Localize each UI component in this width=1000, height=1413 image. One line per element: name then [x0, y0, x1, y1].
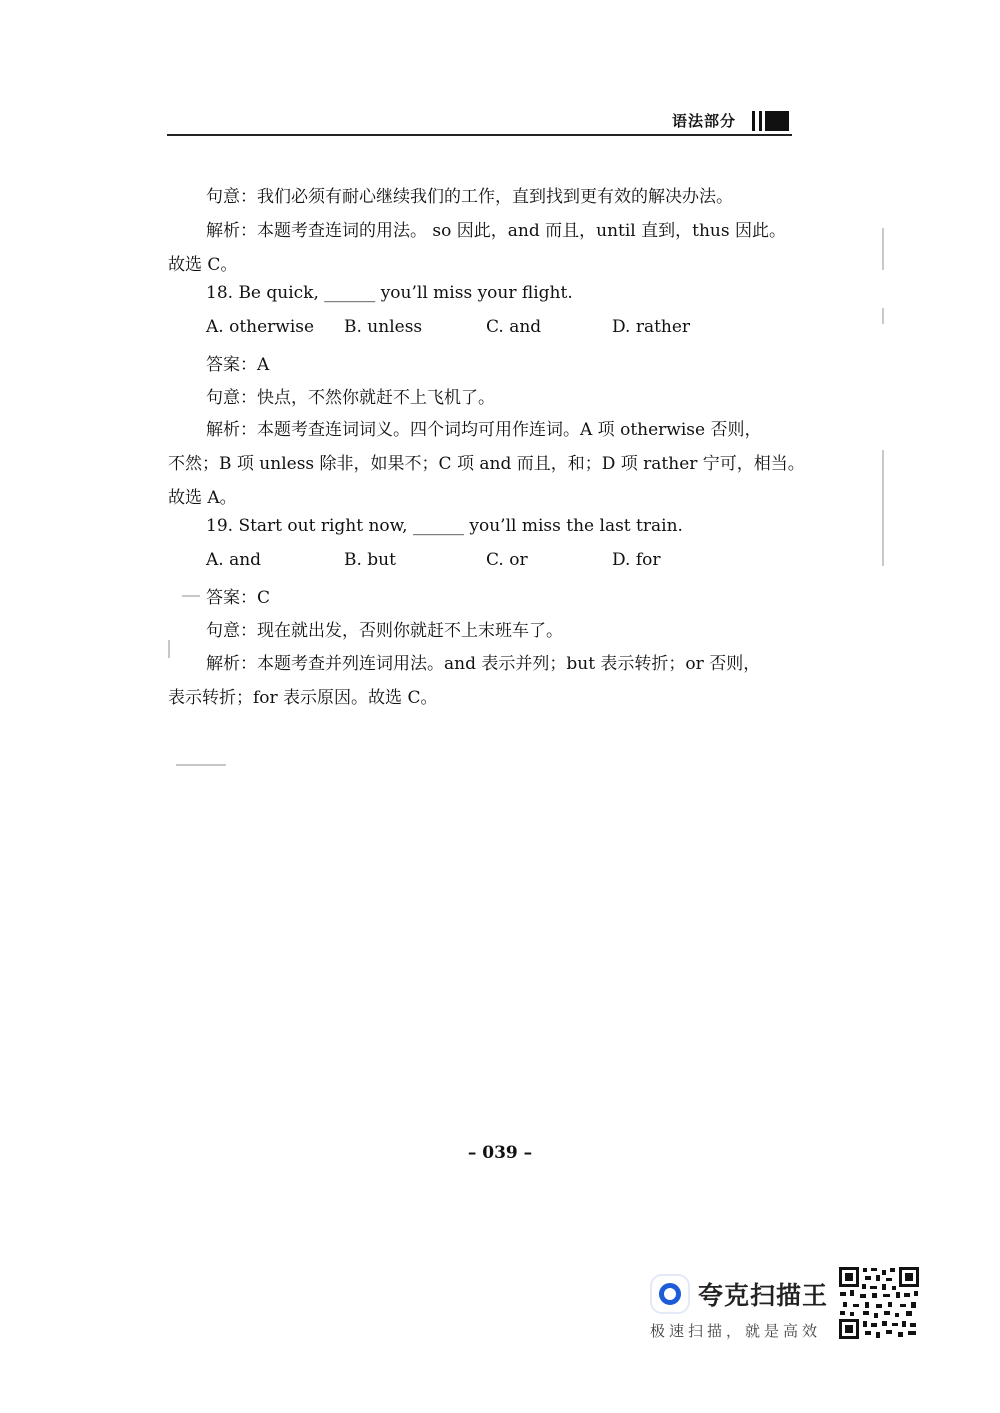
scan-artifact	[182, 595, 200, 597]
header-rule	[167, 134, 792, 136]
text-line: 故选 A。	[168, 488, 237, 508]
question-18: 18. Be quick, ______ you’ll miss your flight.	[206, 283, 573, 303]
scan-artifact	[176, 764, 226, 766]
header-bar-mark	[752, 109, 792, 133]
answer-line: 答案：A	[206, 355, 270, 375]
text-line: 解析：本题考查连词的用法。 so 因此，and 而且，until 直到，thus 因此。	[206, 221, 786, 241]
qr-code-icon	[838, 1266, 920, 1340]
answer-line: 答案：C	[206, 588, 271, 608]
text-line: 解析：本题考查连词词义。四个词均可用作连词。A 项 otherwise 否则，	[206, 420, 762, 440]
q19-option-a: A. and	[206, 550, 262, 570]
scanner-brand-name: 夸克扫描王	[698, 1281, 829, 1310]
scanner-logo-icon	[650, 1274, 690, 1314]
scan-artifact	[168, 640, 170, 658]
text-line: 句意：现在就出发，否则你就赶不上末班车了。	[206, 621, 563, 641]
q19-option-c: C. or	[486, 550, 528, 570]
q18-option-b: B. unless	[344, 317, 423, 337]
question-19: 19. Start out right now, ______ you’ll miss the last train.	[206, 516, 683, 536]
scan-artifact	[882, 308, 884, 324]
text-line: 不然；B 项 unless 除非，如果不；C 项 and 而且，和；D 项 rather 宁可，相当。	[168, 454, 805, 474]
text-line: 句意：我们必须有耐心继续我们的工作，直到找到更有效的解决办法。	[206, 187, 733, 207]
page-number: – 039 –	[467, 1143, 533, 1163]
text-line: 解析：本题考查并列连词用法。and 表示并列；but 表示转折；or 否则，	[206, 654, 761, 674]
section-title: 语法部分	[672, 112, 737, 130]
scanner-slogan: 极速扫描，就是高效	[650, 1322, 822, 1340]
text-line: 故选 C。	[168, 255, 238, 275]
text-line: 句意：快点，不然你就赶不上飞机了。	[206, 388, 495, 408]
q18-option-d: D. rather	[612, 317, 691, 337]
text-line: 表示转折；for 表示原因。故选 C。	[168, 688, 438, 708]
scan-artifact	[882, 450, 884, 566]
scan-artifact	[882, 228, 884, 270]
q18-option-c: C. and	[486, 317, 542, 337]
q19-option-b: B. but	[344, 550, 396, 570]
q19-option-d: D. for	[612, 550, 661, 570]
q18-option-a: A. otherwise	[206, 317, 315, 337]
